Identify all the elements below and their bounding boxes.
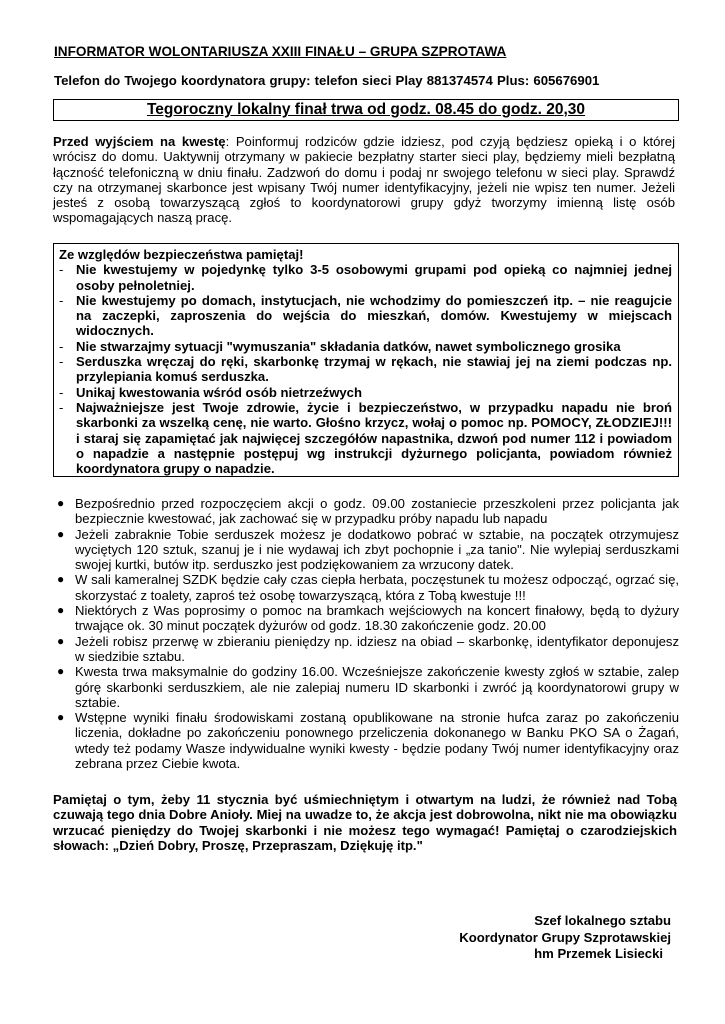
coordinator-phone-line: Telefon do Twojego koordynatora grupy: telefon sieci Play 881374574 Plus: 605676901 <box>54 73 600 88</box>
final-hours-box: Tegoroczny lokalny finał trwa od godz. 08.45 do godz. 20,30 <box>53 99 679 121</box>
info-bullet-list <box>53 496 679 771</box>
bullet-item: ● Kwesta trwa maksymalnie do godziny 16.00. Wcześniejsze zakończenie kwesty zgłoś w sztabie, zalep górę skarbonki serduszkiem, ale nie zalepiaj numeru ID skarbonki i zwróć ją koordynatorowi grupy w sztabie. <box>57 664 679 710</box>
dash-marker: - <box>59 354 64 370</box>
signature-block <box>459 913 671 963</box>
safety-item: - Nie kwestujemy w pojedynkę tylko 3-5 osobowymi grupami pod opieką co najmniej jednej osoby pełnoletniej. <box>59 262 672 293</box>
bullet-item: ● Jeżeli zabraknie Tobie serduszek możesz je dodatkowo pobrać w sztabie, na początek otrzymujesz wyciętych 120 sztuk, szanuj je i nie wydawaj ich zbyt pochopnie i „za tanio". Nie wylepiaj serduszkami swojej kurtki, butów itp. serduszko jest podziękowaniem za wrzucony datek. <box>57 526 679 573</box>
safety-item: - Nie kwestujemy po domach, instytucjach, nie wchodzimy do pomieszczeń itp. – nie reagujcie na zaczepki, zaproszenia do wejścia do mieszkań, domów. Kwestujemy w miejscach widocznych. <box>59 292 672 339</box>
bullet-icon: ● <box>57 603 65 618</box>
bullet-icon: ● <box>57 526 65 541</box>
safety-list <box>59 262 672 476</box>
safety-rules-box <box>53 243 679 477</box>
signature-name: hm Przemek Lisiecki <box>534 946 663 962</box>
signature-role: Szef lokalnego sztabu <box>534 913 671 928</box>
document-title: INFORMATOR WOLONTARIUSZA XXIII FINAŁU – GRUPA SZPROTAWA <box>54 44 507 59</box>
bullet-item: ● Wstępne wyniki finału środowiskami zostaną opublikowane na stronie hufca zaraz po zakończeniu liczenia, dokładne po zakończeniu ponownego przeliczenia dokonanego w Banku PKO SA o Żagań, wtedy też podamy Wasze indywidualne wyniki kwesty - będzie podany Twój numer identyfikacyjny oraz zebrana przez Ciebie kwota. <box>57 710 679 772</box>
safety-item: - Najważniejsze jest Twoje zdrowie, życie i bezpieczeństwo, w przypadku napadu nie broń skarbonki za wszelką cenę, nie warto. Głośno krzycz, wołaj o pomoc np. POMOCY, ZŁODZIEJ!!! i staraj się zapamiętać jak najwięcej szczegółów napastnika, dzwoń pod numer 112 i powiadom o napadzie a następnie postępuj wg instrukcji dyżurnego policjanta, powiadom również koordynatora grupy o napadzie. <box>59 399 672 477</box>
dash-marker: - <box>59 262 64 278</box>
bullet-icon: ● <box>57 633 65 648</box>
bullet-icon: ● <box>57 710 65 725</box>
safety-heading: Ze względów bezpieczeństwa pamiętaj! <box>59 247 304 262</box>
bullet-item: ● Bezpośrednio przed rozpoczęciem akcji o godz. 09.00 zostaniecie przeszkoleni przez policjanta jak bezpiecznie kwestować, jak zachować się w przypadku próby napadu lub napadu <box>57 496 679 527</box>
dash-marker: - <box>59 338 64 354</box>
intro-paragraph <box>53 134 675 226</box>
bullet-icon: ● <box>57 496 65 510</box>
bullet-item: ● Jeżeli robisz przerwę w zbieraniu pieniędzy np. idziesz na obiad – skarbonkę, identyfikator deponujesz w siedzibie sztabu. <box>57 633 679 664</box>
safety-item: - Nie stwarzajmy sytuacji "wymuszania" składania datków, nawet symbolicznego grosika <box>59 338 621 354</box>
dash-marker: - <box>59 384 64 400</box>
dash-marker: - <box>59 399 64 415</box>
bullet-item: ● Niektórych z Was poprosimy o pomoc na bramkach wejściowych na koncert finałowy, będą to dyżury trwające ok. 30 minut początek dyżurów od godz. 18.30 zakończenie godz. 20.00 <box>57 603 679 634</box>
bullet-item: ● W sali kameralnej SZDK będzie cały czas ciepła herbata, poczęstunek tu możesz odpocząć, ogrzać się, skorzystać z toalety, zaproś też osobę towarzyszącą, która z Tobą kwestuje !!! <box>57 572 679 603</box>
intro-text: : Poinformuj rodziców gdzie idziesz, pod czyją będziesz opieką i o której wrócisz do domu. Uaktywnij otrzymany w pakiecie bezpłatny starter sieci play, będziemy mieli bezpłatną łączność telefoniczną w dniu finału. Zadzwoń do domu i podaj nr swojego telefonu w sieci play. Sprawdź czy na otrzymanej skarbonce jest wpisany Twój numer identyfikacyjny, jeżeli nie wpisz ten numer. Jeżeli jesteś z osobą towarzyszącą zgłoś to koordynatorowi grupy gdyż tworzymy imienną listę osób wspomagających naszą pracę. <box>53 134 675 226</box>
safety-item: - Unikaj kwestowania wśród osób nietrzeźwych <box>59 384 362 400</box>
dash-marker: - <box>59 292 64 308</box>
intro-lead: Przed wyjściem na kwestę <box>53 134 226 149</box>
bullet-icon: ● <box>57 572 65 587</box>
safety-item: - Serduszka wręczaj do ręki, skarbonkę trzymaj w rękach, nie stawiaj jej na ziemi podczas np. przylepiania komuś serduszka. <box>59 354 672 385</box>
bullet-icon: ● <box>57 664 65 679</box>
signature-title: Koordynator Grupy Szprotawskiej <box>459 929 671 945</box>
closing-paragraph: Pamiętaj o tym, żeby 11 stycznia być uśmiechniętym i otwartym na ludzi, że również nad Tobą czuwają tego dnia Dobre Anioły. Miej na uwadze to, że akcja jest dobrowolna, nikt nie ma obowiązku wrzucać pieniędzy do Twojej skarbonki i nie możesz tego wymagać! Pamiętaj o czarodziejskich słowach: „Dzień Dobry, Proszę, Przepraszam, Dziękuję itp." <box>53 792 677 854</box>
